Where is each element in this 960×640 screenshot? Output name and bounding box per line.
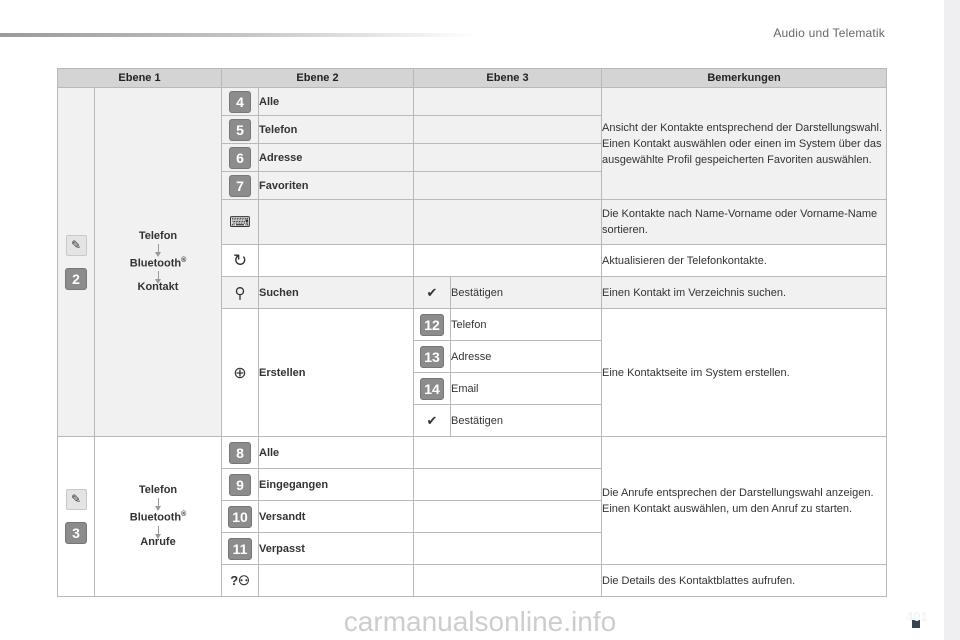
level2-label: Suchen	[259, 277, 414, 309]
level2-label: Verpasst	[259, 533, 414, 565]
empty-cell	[414, 533, 602, 565]
table-row	[58, 88, 887, 116]
level3-label: Bestätigen	[451, 405, 602, 437]
phone-icon: ✎	[66, 235, 87, 256]
level2-label: Eingegangen	[259, 469, 414, 501]
empty-cell	[414, 501, 602, 533]
level3-label: Bestätigen	[451, 277, 602, 309]
step-badge: 13	[420, 346, 444, 368]
badge-cell	[222, 172, 259, 200]
empty-cell	[414, 88, 602, 116]
arrow-down-icon	[158, 244, 159, 253]
menu-path-contacts	[95, 88, 222, 437]
step-badge: 8	[229, 442, 251, 464]
col-header-ebene3: Ebene 3	[414, 69, 602, 88]
badge-cell	[222, 144, 259, 172]
refresh-icon: ↻	[232, 250, 248, 270]
level2-label: Alle	[259, 88, 414, 116]
step-badge: 4	[229, 91, 251, 113]
checkmark-icon: ✔	[426, 412, 438, 428]
arrow-down-icon	[158, 498, 159, 507]
badge-cell	[222, 88, 259, 116]
menu-path-item: Kontakt	[137, 281, 179, 294]
step-badge: 9	[229, 474, 251, 496]
page-edge-strip	[944, 0, 960, 640]
watermark: carmanualsonline.info	[343, 606, 617, 637]
page-number: 401	[906, 609, 928, 624]
table-header-row	[58, 69, 887, 88]
level2-label: Adresse	[259, 144, 414, 172]
section-title: Audio und Telematik	[773, 26, 885, 40]
icon-cell	[222, 565, 259, 597]
remark-calls-view: Die Anrufe entsprechen der Darstellungswahl anzeigen. Einen Kontakt auswählen, um den Anruf zu starten.	[602, 437, 887, 565]
level2-label: Favoriten	[259, 172, 414, 200]
step-badge: 7	[229, 175, 251, 197]
arrow-down-icon	[158, 526, 159, 535]
registered-mark: ®	[181, 511, 187, 519]
menu-path-calls	[95, 437, 222, 597]
empty-cell	[414, 245, 602, 277]
empty-cell	[414, 565, 602, 597]
icon-cell	[222, 309, 259, 437]
step-badge: 5	[229, 119, 251, 141]
search-icon: ⚲	[234, 284, 246, 302]
remark-refresh: Aktualisieren der Telefonkontakte.	[602, 245, 887, 277]
level3-label: Email	[451, 373, 602, 405]
menu-path-item: Bluetooth	[129, 257, 182, 270]
contact-details-icon: ?⚇	[230, 572, 250, 588]
level2-label: Alle	[259, 437, 414, 469]
step-badge: 10	[228, 506, 252, 528]
step-badge: 14	[420, 378, 444, 400]
badge-cell	[414, 309, 451, 341]
icon-cell	[414, 277, 451, 309]
header-decor-bar	[0, 33, 480, 37]
menu-table	[57, 68, 887, 597]
phone-icon: ✎	[66, 489, 87, 510]
col-header-ebene1: Ebene 1	[58, 69, 222, 88]
menu-path-item: Anrufe	[140, 535, 176, 548]
level3-label: Adresse	[451, 341, 602, 373]
step-badge: 11	[228, 538, 252, 560]
registered-mark: ®	[181, 256, 187, 264]
empty-cell	[414, 172, 602, 200]
step-badge: 3	[65, 522, 87, 544]
icon-cell	[222, 277, 259, 309]
empty-cell	[414, 200, 602, 245]
level2-label: Telefon	[259, 116, 414, 144]
arrow-down-icon	[158, 271, 159, 280]
badge-cell	[414, 341, 451, 373]
menu-path-item: Bluetooth	[129, 511, 182, 524]
checkmark-icon: ✔	[426, 284, 438, 300]
col-header-bemerkungen: Bemerkungen	[602, 69, 887, 88]
add-circle-icon: ⊕	[233, 364, 247, 382]
level3-label: Telefon	[451, 309, 602, 341]
badge-cell	[414, 373, 451, 405]
badge-cell	[222, 533, 259, 565]
remark-details: Die Details des Kontaktblattes aufrufen.	[602, 565, 887, 597]
table-row	[58, 437, 887, 469]
level2-label: Erstellen	[259, 309, 414, 437]
icon-cell	[414, 405, 451, 437]
sort-list-icon: ⌨	[229, 214, 251, 231]
step-badge: 2	[65, 268, 87, 290]
badge-cell	[222, 116, 259, 144]
level1-cell-calls	[58, 437, 95, 597]
remark-search: Einen Kontakt im Verzeichnis suchen.	[602, 277, 887, 309]
empty-cell	[414, 116, 602, 144]
badge-cell	[222, 469, 259, 501]
badge-cell	[222, 501, 259, 533]
step-badge: 12	[420, 314, 444, 336]
level1-cell-contacts	[58, 88, 95, 437]
icon-cell	[222, 200, 259, 245]
remark-contacts-view: Ansicht der Kontakte entsprechend der Darstellungswahl. Einen Kontakt auswählen oder einen im System über das ausgewählte Profil gespeicherten Favoriten auswählen.	[602, 88, 887, 200]
level2-label: Versandt	[259, 501, 414, 533]
step-badge: 6	[229, 147, 251, 169]
empty-cell	[414, 437, 602, 469]
col-header-ebene2: Ebene 2	[222, 69, 414, 88]
badge-cell	[222, 437, 259, 469]
menu-path-item: Telefon	[138, 484, 178, 497]
empty-cell	[259, 200, 414, 245]
remark-create: Eine Kontaktseite im System erstellen.	[602, 309, 887, 437]
icon-cell	[222, 245, 259, 277]
remark-sort: Die Kontakte nach Name-Vorname oder Vorname-Name sortieren.	[602, 200, 887, 245]
empty-cell	[259, 565, 414, 597]
empty-cell	[414, 144, 602, 172]
menu-path-item: Telefon	[138, 229, 178, 242]
empty-cell	[259, 245, 414, 277]
empty-cell	[414, 469, 602, 501]
